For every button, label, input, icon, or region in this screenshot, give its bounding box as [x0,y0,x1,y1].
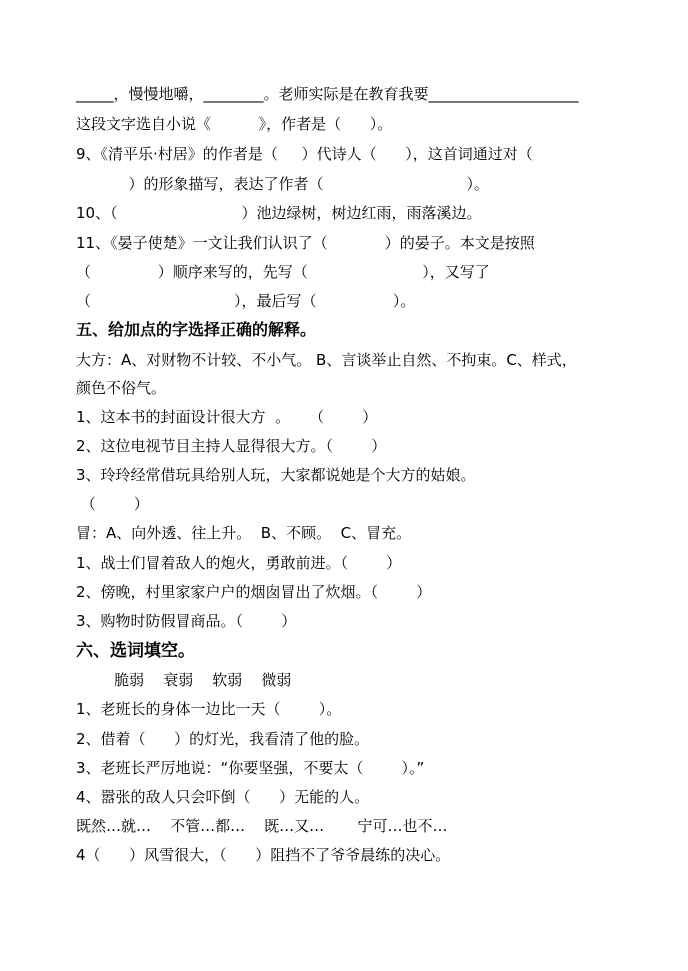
word-choices: 脆弱 衰弱 软弱 微弱 [76,671,292,689]
novel-source-line: 这段文字选自小说《 》，作者是（ ）。 [76,115,393,133]
question-11-line-2: （ ）顺序来写的，先写（ ），又写了 [76,263,490,281]
fill-item-3: 3、老班长严厉地说：“你要坚强，不要太（ ）。” [76,759,425,777]
section-5-title: 五、给加点的字选择正确的解释。 [76,320,317,339]
question-11-line-1: 11、《晏子使楚》一文让我们认识了（ ）的晏子。本文是按照 [76,234,535,252]
section-6-title: 六、选词填空。 [76,641,195,661]
mao-item-2: 2、傍晚，村里家家户户的烟囱冒出了炊烟。（ ） [76,583,432,601]
blank-line-chew: _____，慢慢地嚼，________。老师实际是在教育我要____________________ [76,85,579,103]
mao-definitions: 冒：A、向外透、往上升。 B、不顾。 C、冒充。 [76,524,412,542]
conjunction-choices: 既然…就… 不管…都… 既…又… 宁可…也不… [76,817,448,835]
mao-item-1: 1、战士们冒着敌人的炮火，勇敢前进。（ ） [76,554,402,572]
dafang-item-3: 3、玲玲经常借玩具给别人玩，大家都说她是个大方的姑娘。 [76,466,476,484]
dafang-item-1: 1、这本书的封面设计很大方 。 （ ） [76,408,378,426]
conjunction-item-4: 4（ ）风雪很大，（ ）阻挡不了爷爷晨练的决心。 [76,846,451,864]
dafang-item-2: 2、这位电视节目主持人显得很大方。（ ） [76,437,387,455]
fill-item-1: 1、老班长的身体一边比一天（ ）。 [76,700,342,718]
fill-item-4: 4、嚣张的敌人只会吓倒（ ）无能的人。 [76,788,370,806]
fill-item-2: 2、借着（ ）的灯光，我看清了他的脸。 [76,730,370,748]
mao-item-3: 3、购物时防假冒商品。（ ） [76,612,297,630]
question-9-line-1: 9、《清平乐·村居》的作者是（ ）代诗人（ ），这首词通过对（ [76,145,533,163]
dafang-definitions-line-1: 大方：A、对财物不计较、不小气。 B、言谈举止自然、不拘束。C、样式， [76,351,577,369]
question-11-line-3: （ ），最后写（ ）。 [76,292,416,310]
dafang-definitions-line-2: 颜色不俗气。 [76,379,167,397]
dafang-item-3-blank: （ ） [76,495,149,513]
question-10-line: 10、（ ）池边绿树，树边红雨，雨落溪边。 [76,204,482,222]
question-9-line-2: ）的形象描写，表达了作者（ ）。 [76,175,489,193]
